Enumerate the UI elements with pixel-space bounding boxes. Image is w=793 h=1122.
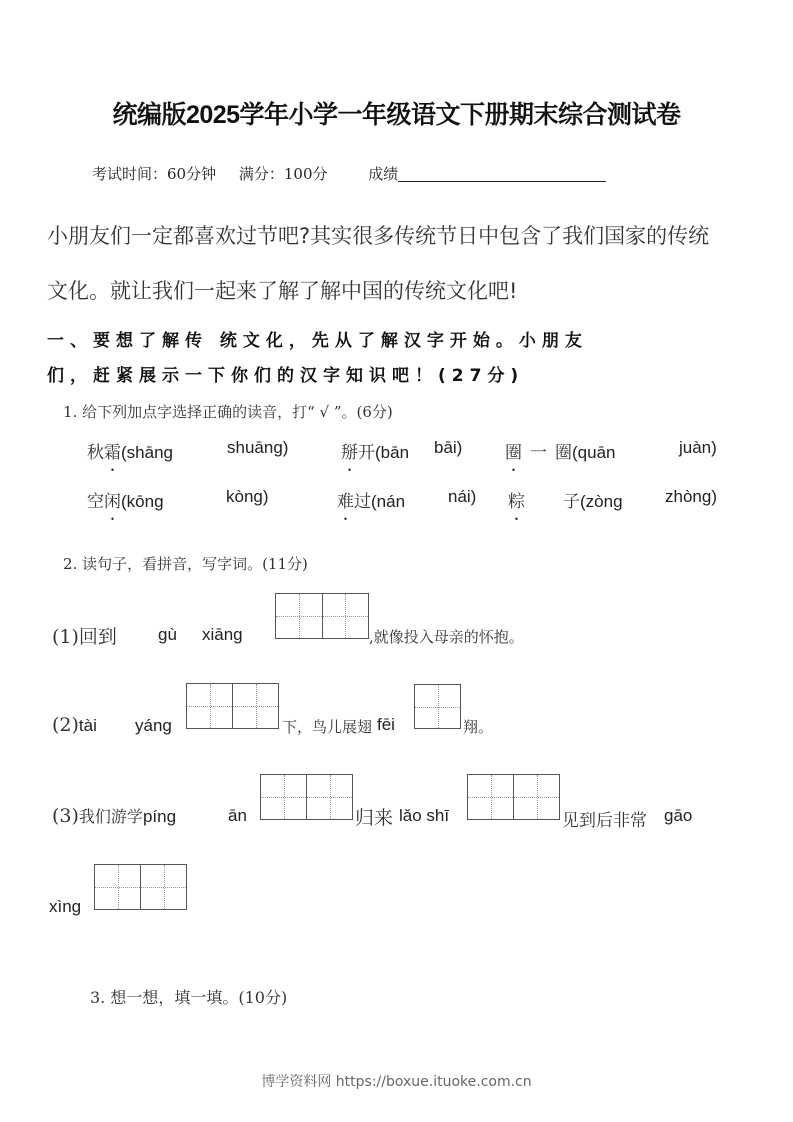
page-title: 统编版2025学年小学一年级语文下册期末综合测试卷 xyxy=(112,101,681,129)
answer-grid-taiyang[interactable] xyxy=(186,683,279,729)
dotted-char: 闲 xyxy=(104,492,121,512)
answer-grid-laoshi[interactable] xyxy=(467,774,560,820)
dotted-char: 掰 xyxy=(341,443,358,463)
question-1-prompt: 1. 给下列加点字选择正确的读音，打“ √ ”。(6分) xyxy=(63,403,393,421)
answer-grid-gaoxing[interactable] xyxy=(94,864,187,910)
pinyin-xiang: xiāng xyxy=(202,625,243,644)
q1-item-kongxian: 空闲(kōng xyxy=(87,492,164,512)
option-shuang[interactable]: shuāng) xyxy=(227,438,289,457)
pinyin-xing: xìng xyxy=(49,897,82,916)
dotted-char: 霜 xyxy=(104,443,121,463)
q1-item-quanyiquan: 圈 一 圈(quān xyxy=(505,443,616,463)
q2-sentence-3-guilai: 归来 xyxy=(355,807,394,829)
footer-watermark: 博学资料网 https://boxue.ituoke.com.cn xyxy=(261,1074,532,1090)
pinyin-an: ān xyxy=(228,806,247,825)
dotted-char: 粽 xyxy=(508,492,525,512)
exam-time: 考试时间：60分钟 xyxy=(92,165,217,183)
option-zong[interactable]: zòng xyxy=(585,492,623,511)
q1-item-baikai: 掰开(bān xyxy=(341,443,410,463)
q1-item-nanguo: 难过(nán xyxy=(337,492,406,512)
question-3-prompt: 3. 想一想，填一填。(10分) xyxy=(90,988,288,1007)
q2-sentence-2-mid: 下，鸟儿展翅 xyxy=(282,718,373,736)
option-zhong[interactable]: zhòng) xyxy=(665,487,717,506)
q2-sentence-3: (3)我们游学píng xyxy=(52,805,177,827)
option-shang[interactable]: shāng xyxy=(126,443,173,462)
pinyin-gao: gāo xyxy=(664,806,693,825)
option-ban[interactable]: bān xyxy=(380,443,410,462)
answer-grid-pingan[interactable] xyxy=(260,774,353,820)
option-nan[interactable]: nán xyxy=(376,492,406,511)
q1-item-qiushuang: 秋霜(shāng xyxy=(87,443,173,463)
option-kong4[interactable]: kòng) xyxy=(226,487,269,506)
exam-meta xyxy=(92,163,606,184)
option-quan[interactable]: quān xyxy=(577,443,616,462)
grade-label: 成绩 xyxy=(368,165,399,183)
answer-grid-fei[interactable] xyxy=(414,684,461,729)
section-1-heading-line-1: 一、要想了解传 统文化，先从了解汉字开始。小朋友 xyxy=(47,331,588,351)
grade-blank[interactable] xyxy=(398,165,606,182)
section-1-heading-line-2: 们，赶紧展示一下你们的汉字知识吧！(27分) xyxy=(47,366,525,386)
pinyin-gu: gù xyxy=(158,625,177,644)
q2-sentence-3-mid: 见到后非常 xyxy=(562,811,647,831)
full-score: 满分：100分 xyxy=(238,165,328,183)
option-juan[interactable]: juàn) xyxy=(679,438,717,457)
intro-line-2: 文化。就让我们一起来了解了解中国的传统文化吧! xyxy=(47,279,518,303)
dotted-char: 难 xyxy=(337,492,354,512)
pinyin-yang: yáng xyxy=(135,716,172,735)
option-kong1[interactable]: kōng xyxy=(126,492,164,511)
option-bai[interactable]: bāi) xyxy=(434,438,463,457)
dotted-char: 圈 xyxy=(505,443,522,463)
q2-sentence-1: (1)回到 xyxy=(52,626,117,648)
pinyin-fei: fēi xyxy=(377,715,395,734)
q2-sentence-2-tail: 翔。 xyxy=(463,718,494,736)
option-nai[interactable]: nái) xyxy=(448,487,477,506)
q2-sentence-1-tail: ,就像投入母亲的怀抱。 xyxy=(369,628,524,646)
q1-item-zongzi: 粽 子(zòng xyxy=(508,492,623,512)
q2-sentence-2: (2)tài xyxy=(52,714,97,736)
intro-line-1: 小朋友们一定都喜欢过节吧?其实很多传统节日中包含了我们国家的传统 xyxy=(47,224,710,248)
answer-grid-guxiang[interactable] xyxy=(275,593,369,639)
question-2-prompt: 2. 读句子，看拼音，写字词。(11分) xyxy=(63,555,308,573)
pinyin-laoshi: lǎo shī xyxy=(399,806,450,825)
